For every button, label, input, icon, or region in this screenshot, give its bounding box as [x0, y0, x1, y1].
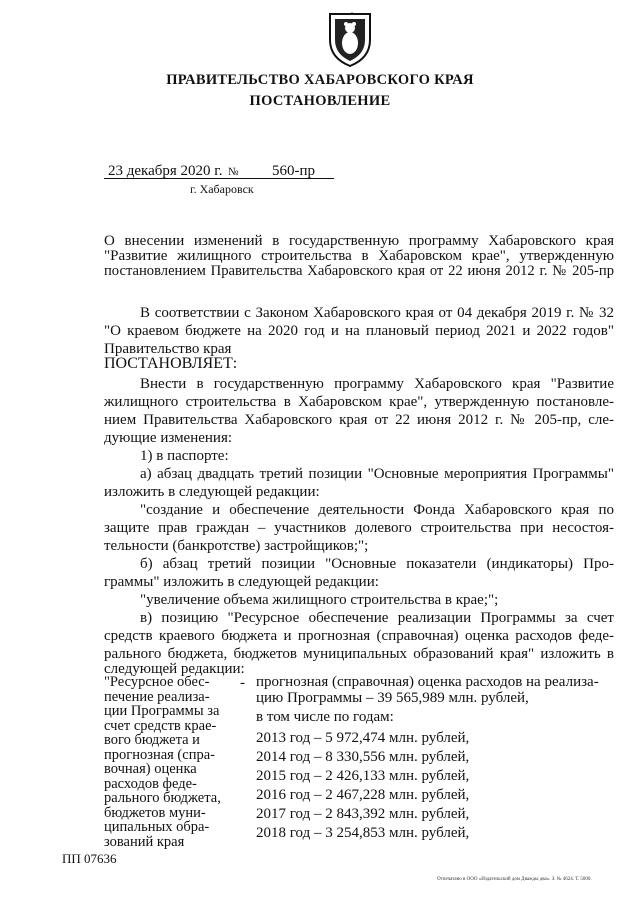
item-b-line: б) абзац третий позиции "Основные показатели (индикаторы) Про-: [140, 556, 614, 572]
item-b-line: граммы" изложить в следующей редакции:: [104, 574, 379, 590]
table-left-column: [104, 675, 232, 849]
item-a-quote-line: "создание и обеспечение деятельности Фонда Хабаровского края по: [140, 502, 614, 518]
table-dash: -: [240, 675, 245, 691]
year-row: 2016 год – 2 467,228 млн. рублей,: [256, 787, 470, 803]
item-c-line: в) позицию "Ресурсное обеспечение реализации Программы за счет: [140, 610, 614, 626]
subject-line: О внесении изменений в государственную программу Хабаровского края: [104, 233, 614, 249]
doc-city: г. Хабаровск: [190, 182, 254, 196]
intro-line: "О краевом бюджете на 2020 год и на плановый период 2021 и 2022 годов": [104, 323, 614, 339]
table-left-line: печение реализа-: [104, 688, 210, 705]
printing-note: Отпечатано в ООО «Издательский дом Дважды два». З. № 4624. Т. 5000.: [437, 877, 592, 882]
doc-number-label: №: [228, 166, 239, 178]
intro-line: Правительство края: [104, 341, 232, 357]
table-left-line: ципальных обра-: [104, 819, 210, 835]
subject-line: "Развитие жилищного строительства в Хабаровском крае", утвержденную: [104, 248, 614, 264]
date-underline: [104, 178, 334, 179]
document-type: ПОСТАНОВЛЕНИЕ: [249, 93, 391, 109]
table-left-line: бюджетов муни-: [104, 804, 206, 821]
doc-number: 560-пр: [272, 163, 316, 179]
item-a-line: а) абзац двадцать третий позиции "Основные мероприятия Программы": [140, 466, 614, 482]
table-left-line: вочная) оценка: [104, 761, 197, 777]
year-row: 2018 год – 3 254,853 млн. рублей,: [256, 825, 470, 841]
paragraph-line: нием Правительства Хабаровского края от 22 июня 2012 г. № 205-пр, сле-: [104, 412, 614, 428]
intro-line: В соответствии с Законом Хабаровского края от 04 декабря 2019 г. № 32: [140, 305, 614, 321]
table-right-line: цию Программы – 39 565,989 млн. рублей,: [256, 690, 529, 706]
table-left-line: "Ресурсное обес-: [104, 674, 210, 690]
year-row: 2013 год – 5 972,474 млн. рублей,: [256, 730, 470, 746]
item-c-line: средств краевого бюджета и прогнозная (справочная) оценка расходов феде-: [104, 628, 614, 644]
coat-of-arms-emblem: [326, 10, 374, 68]
subject-line: постановлением Правительства Хабаровского края от 22 июня 2012 г. № 205-пр: [104, 263, 614, 279]
table-left-line: расходов феде-: [104, 775, 197, 792]
item-c-line: следующей редакции:: [104, 661, 245, 677]
table-left-line: прогнозная (спра-: [104, 746, 215, 763]
resolves-heading: ПОСТАНОВЛЯЕТ:: [104, 355, 238, 372]
item-a-line: изложить в следующей редакции:: [104, 484, 320, 500]
table-left-line: вого бюджета и: [104, 732, 200, 748]
item-a-quote-line: защите прав граждан – участников долевого строительства при несостоя-: [104, 520, 614, 536]
table-left-line: зований края: [104, 833, 185, 850]
paragraph-line: дующие изменения:: [104, 430, 233, 446]
form-code: ПП 07636: [62, 851, 117, 866]
year-row: 2017 год – 2 843,392 млн. рублей,: [256, 806, 470, 822]
doc-date: 23 декабря 2020 г.: [108, 163, 223, 179]
table-left-line: рального бюджета,: [104, 790, 221, 806]
item-c-line: рального бюджета, бюджетов муниципальных образований края" изложить в: [104, 646, 614, 662]
year-row: 2015 год – 2 426,133 млн. рублей,: [256, 768, 470, 784]
paragraph-line: жилищного строительства в Хабаровском крае", утвержденную постановле-: [104, 394, 614, 410]
year-row: 2014 год – 8 330,556 млн. рублей,: [256, 749, 470, 765]
by-years-label: в том числе по годам:: [256, 709, 394, 725]
paragraph-line: Внести в государственную программу Хабаровского края "Развитие: [140, 376, 614, 392]
item-1: 1) в паспорте:: [140, 448, 229, 464]
item-b-quote: "увеличение объема жилищного строительства в крае;";: [140, 592, 499, 608]
item-a-quote-line: тельности (банкротстве) застройщиков;";: [104, 538, 369, 554]
table-left-line: счет средств крае-: [104, 717, 217, 734]
table-right-line: прогнозная (справочная) оценка расходов на реализа-: [256, 674, 599, 690]
government-title: ПРАВИТЕЛЬСТВО ХАБАРОВСКОГО КРАЯ: [166, 72, 474, 88]
table-left-line: ции Программы за: [104, 703, 220, 719]
